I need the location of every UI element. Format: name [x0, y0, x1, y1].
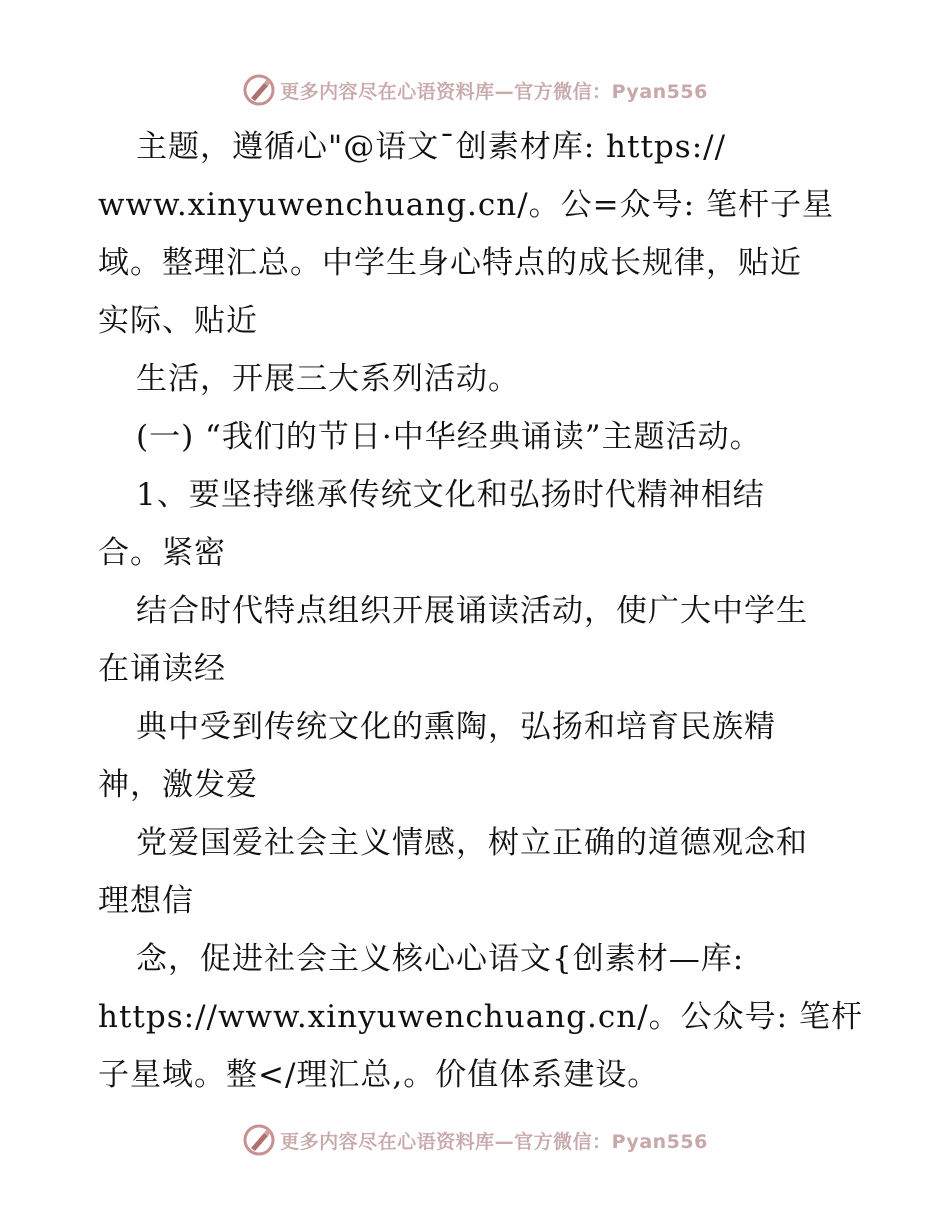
text-line: 神，激发爱	[98, 767, 258, 803]
text-line: 生活，开展三大系列活动。	[136, 361, 520, 397]
pen-nib-circle-icon	[242, 1123, 276, 1157]
text-line: www.xinyuwenchuang.cn/。公=众号: 笔杆子星	[98, 187, 834, 223]
text-line: 合。紧密	[98, 535, 226, 571]
text-line: 1、要坚持继承传统文化和弘扬时代精神相结	[136, 477, 765, 513]
banner-text: 更多内容尽在心语资料库—官方微信：Pyan556	[280, 1130, 708, 1153]
text-line: 实际、贴近	[98, 303, 258, 339]
text-line: 结合时代特点组织开展诵读活动，使广大中学生	[136, 593, 808, 629]
text-line: 在诵读经	[98, 651, 226, 687]
banner-text: 更多内容尽在心语资料库—官方微信：Pyan556	[280, 80, 708, 103]
text-line: 主题，遵循心"@语文¯创素材库: https://	[136, 129, 727, 165]
header-watermark-banner	[0, 70, 950, 110]
text-line: 党爱国爱社会主义情感，树立正确的道德观念和	[136, 825, 808, 861]
text-line: 典中受到传统文化的熏陶，弘扬和培育民族精	[136, 709, 776, 745]
document-body	[98, 118, 863, 1104]
text-line: 念，促进社会主义核心心语文{创素材—库:	[136, 941, 745, 977]
pen-nib-circle-icon	[242, 73, 276, 107]
text-line: 子星域。整</理汇总,。价值体系建设。	[98, 1057, 660, 1093]
text-line: 理想信	[98, 883, 194, 919]
text-line: https://www.xinyuwenchuang.cn/。公众号: 笔杆	[98, 999, 863, 1035]
footer-watermark-banner	[0, 1120, 950, 1160]
text-line: 域。整理汇总。中学生身心特点的成长规律，贴近	[98, 245, 802, 281]
text-line: (一) “我们的节日·中华经典诵读”主题活动。	[136, 419, 762, 455]
